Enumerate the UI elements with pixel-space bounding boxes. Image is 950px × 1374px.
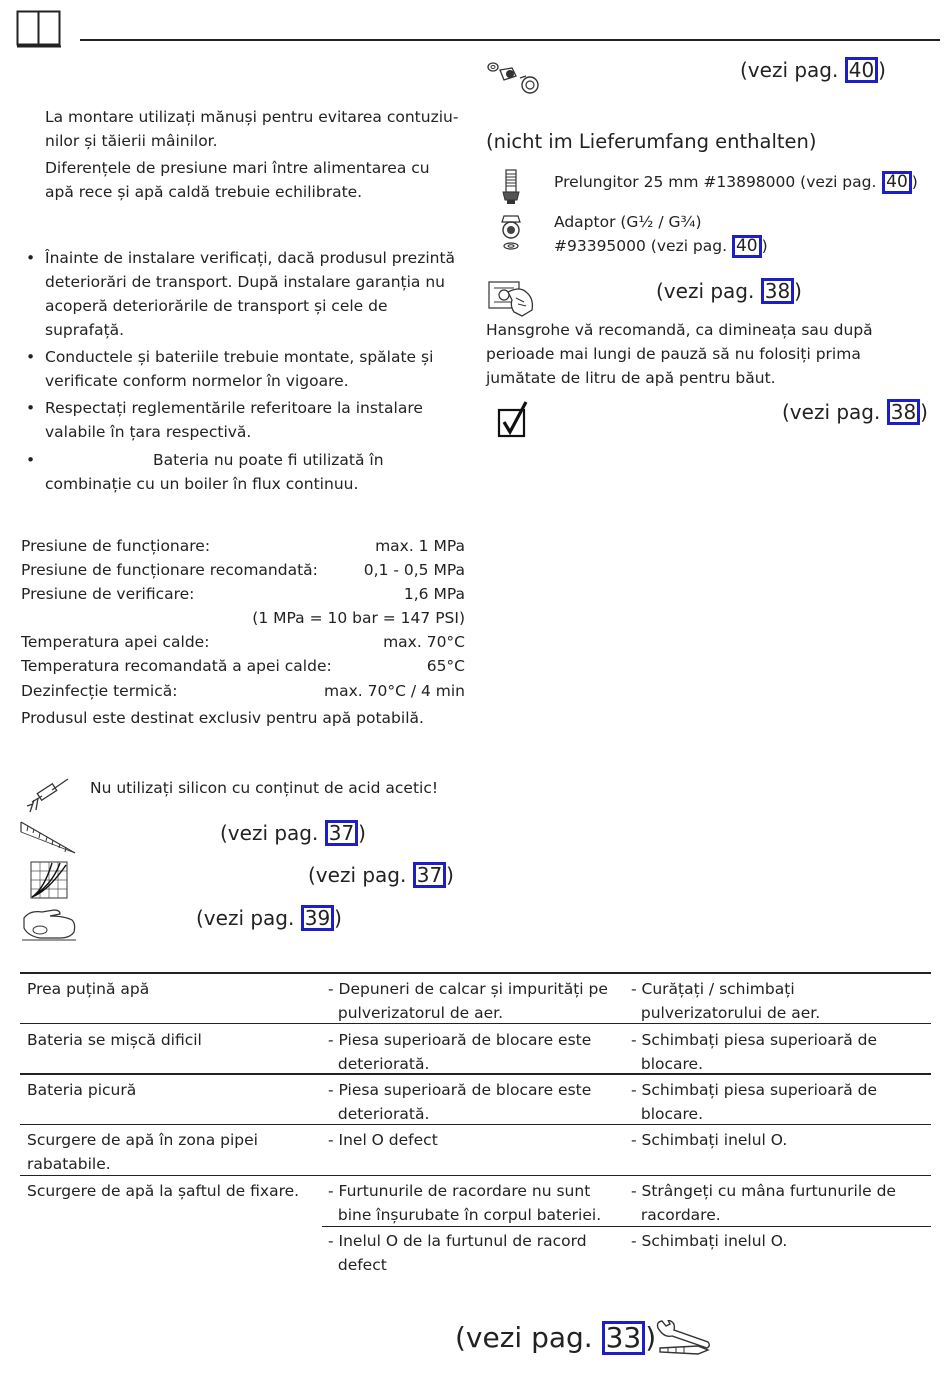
bullet-line: suprafață. [45, 321, 125, 339]
wrench-screwdriver-icon [654, 1320, 712, 1362]
cause-cell: - Depuneri de calcar și impurități pe [328, 980, 608, 998]
page-link-flow[interactable]: 37 [413, 862, 446, 888]
cause-cell: deteriorată. [328, 1055, 430, 1073]
safety-line: Diferențele de presiune mari între alimentarea cu [45, 159, 430, 177]
bullet-line: Conductele și bateriile trebuie montate, spălate și [45, 348, 434, 366]
problem-cell: Prea puțină apă [27, 980, 150, 998]
remedy-cell: pulverizatorului de aer. [631, 1004, 821, 1022]
problem-cell: Bateria picură [27, 1081, 137, 1099]
spec-row [21, 534, 465, 558]
header-rule [80, 39, 940, 41]
bullet-marker: • [26, 348, 36, 366]
ref-prefix: (vezi pag. [455, 1321, 602, 1354]
remedy-cell: blocare. [631, 1055, 703, 1073]
accessories-heading: (nicht im Lieferumfang enthalten) [486, 130, 817, 153]
ref-prefix: (vezi pag. [656, 279, 761, 303]
spec-value: 65°C [426, 657, 465, 675]
silicon-warning: Nu utilizați silicon cu conținut de acid acetic! [90, 779, 439, 797]
page-link-adapter[interactable]: 40 [732, 235, 762, 258]
table-rule [20, 1175, 931, 1176]
bullet-line: Înainte de instalare verificați, dacă produsul prezintă [45, 249, 456, 267]
ref-suffix: ) [334, 906, 342, 930]
ref-suffix: ) [645, 1321, 657, 1354]
spec-value: max. 70°C / 4 min [323, 682, 465, 700]
table-rule [20, 972, 931, 974]
cause-cell: - Inelul O de la furtunul de racord [328, 1232, 587, 1250]
remedy-cell: - Schimbați inelul O. [631, 1232, 788, 1250]
test-ref [656, 276, 802, 306]
spec-label: Temperatura recomandată a apei calde: [21, 657, 332, 675]
potable-water-note: Produsul este destinat exclusiv pentru apă potabilă. [21, 709, 424, 727]
adapter-icon [498, 212, 524, 258]
spec-value: max. 1 MPa [375, 537, 465, 555]
spec-row [21, 679, 465, 703]
spec-value: (1 MPa = 10 bar = 147 PSI) [252, 609, 465, 627]
ref-suffix: ) [446, 863, 454, 887]
ref-suffix: ) [920, 400, 928, 424]
cause-cell: pulverizatorul de aer. [328, 1004, 504, 1022]
ref-suffix: ) [794, 279, 802, 303]
cause-cell: - Piesa superioară de blocare este [328, 1081, 592, 1099]
ref-suffix: ) [878, 58, 886, 82]
open-book-icon [16, 10, 62, 52]
table-rule [20, 1073, 931, 1075]
page-link-spare-parts[interactable]: 40 [845, 57, 878, 83]
bullet-marker: • [26, 249, 36, 267]
checkbox-checked-icon [496, 400, 530, 444]
ref-prefix: (vezi pag. [308, 863, 413, 887]
extension-text: Prelungitor 25 mm #13898000 (vezi pag. [554, 173, 877, 191]
spec-row [21, 630, 465, 654]
test-hand-icon [486, 276, 538, 322]
remedy-cell: - Curățați / schimbați [631, 980, 795, 998]
cleaning-ref [196, 903, 342, 933]
cause-cell: - Piesa superioară de blocare este [328, 1031, 592, 1049]
cause-cell: - Inel O defect [328, 1131, 438, 1149]
spec-label: Presiune de verificare: [21, 585, 195, 603]
flow-ref [308, 860, 454, 890]
table-rule [20, 1124, 931, 1125]
remedy-cell: blocare. [631, 1105, 703, 1123]
page-link-function[interactable]: 38 [887, 399, 920, 425]
bullet-line: deteriorări de transport. După instalare garanția nu [45, 273, 445, 291]
bullet-line: acoperă deteriorările de transport și cele de [45, 297, 388, 315]
spec-row [21, 606, 465, 630]
spec-value: 0,1 - 0,5 MPa [363, 561, 465, 579]
silicone-gun-icon [24, 776, 72, 820]
cause-cell: bine înșurubate în corpul bateriei. [328, 1206, 602, 1224]
recommendation-line: jumătate de litru de apă pentru băut. [486, 369, 776, 387]
page-link-test[interactable]: 38 [761, 278, 794, 304]
recommendation-line: Hansgrohe vă recomandă, ca dimineața sau după [486, 321, 873, 339]
ref-prefix: (vezi pag. [782, 400, 887, 424]
page-link-service[interactable]: 33 [602, 1321, 646, 1355]
spare-parts-ref [740, 55, 886, 85]
spec-label: Temperatura apei calde: [21, 633, 210, 651]
adapter-line-2 [554, 234, 768, 258]
problem-cell: Scurgere de apă în zona pipei [27, 1131, 258, 1149]
cause-cell: - Furtunurile de racordare nu sunt [328, 1182, 591, 1200]
safety-line: apă rece și apă caldă trebuie echilibrate. [45, 183, 363, 201]
dimensions-ref [220, 818, 366, 848]
bullet-marker: • [26, 399, 36, 417]
adapter-code: #93395000 (vezi pag. [554, 237, 728, 255]
ref-prefix: (vezi pag. [196, 906, 301, 930]
service-ref [455, 1318, 656, 1358]
bullet-line: verificate conform normelor în vigoare. [45, 372, 349, 390]
safety-line: La montare utilizați mănuși pentru evitarea contuziu- [45, 108, 459, 126]
remedy-cell: racordare. [631, 1206, 721, 1224]
remedy-cell: - Schimbați piesa superioară de [631, 1081, 878, 1099]
dimensions-ruler-icon [20, 820, 76, 860]
cause-cell: defect [328, 1256, 387, 1274]
bullet-marker: • [26, 451, 36, 469]
remedy-cell: - Schimbați piesa superioară de [631, 1031, 878, 1049]
ref-suffix: ) [358, 821, 366, 845]
ref-suffix: ) [761, 237, 768, 255]
function-ref [782, 397, 928, 427]
remedy-cell: - Strângeți cu mâna furtunurile de [631, 1182, 896, 1200]
ref-prefix: (vezi pag. [220, 821, 325, 845]
safety-line: nilor și tăierii mâinilor. [45, 132, 218, 150]
spec-label: Dezinfecție termică: [21, 682, 178, 700]
spec-value: max. 70°C [383, 633, 465, 651]
spec-row [21, 558, 465, 582]
page-link-dimensions[interactable]: 37 [325, 820, 358, 846]
cleaning-hand-icon [20, 904, 78, 946]
problem-cell: Scurgere de apă la șaftul de fixare. [27, 1182, 300, 1200]
remedy-cell: - Schimbați inelul O. [631, 1131, 788, 1149]
bullet-line: combinație cu un boiler în flux continuu. [45, 475, 359, 493]
page-link-extension[interactable]: 40 [882, 171, 912, 194]
extension-piece-icon [498, 168, 524, 210]
page-link-cleaning[interactable]: 39 [301, 905, 334, 931]
flow-diagram-icon [30, 861, 68, 903]
bullet-line: valabile în țara respectivă. [45, 423, 252, 441]
spec-row [21, 582, 465, 606]
bullet-line: Bateria nu poate fi utilizată în [153, 451, 384, 469]
bullet-line: Respectați reglementările referitoare la instalare [45, 399, 423, 417]
cause-cell: deteriorată. [328, 1105, 430, 1123]
ref-prefix: (vezi pag. [740, 58, 845, 82]
spec-label: Presiune de funcționare: [21, 537, 211, 555]
spare-parts-icon [486, 58, 544, 100]
problem-cell: Bateria se mișcă dificil [27, 1031, 202, 1049]
adapter-line-1: Adaptor (G½ / G¾) [554, 213, 702, 231]
spec-value: 1,6 MPa [403, 585, 465, 603]
recommendation-line: perioade mai lungi de pauză să nu folosiți prima [486, 345, 861, 363]
problem-cell: rabatabile. [27, 1155, 111, 1173]
spec-row [21, 654, 465, 678]
spec-label: Presiune de funcționare recomandată: [21, 561, 318, 579]
ref-suffix: ) [911, 173, 918, 191]
extension-text-line [554, 170, 918, 194]
